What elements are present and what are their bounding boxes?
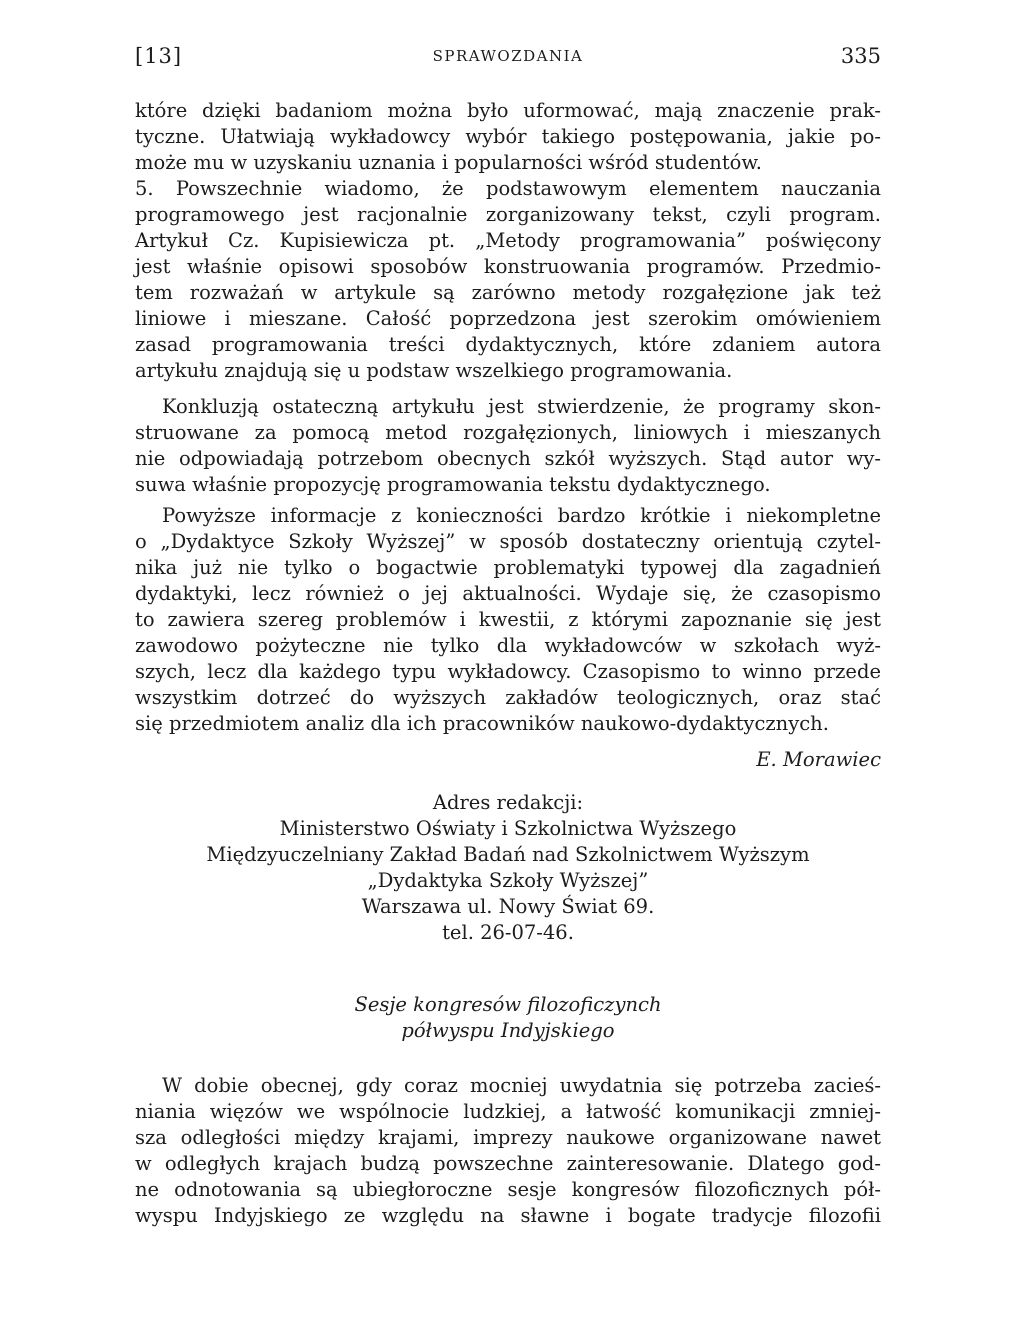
text-line: sza odległości między krajami, imprezy naukowe organizowane nawet xyxy=(135,1126,881,1149)
text-line: W dobie obecnej, gdy coraz mocniej uwydatnia się potrzeba zacieś- xyxy=(162,1074,881,1097)
section-title-line: półwyspu Indyjskiego xyxy=(401,1019,615,1042)
text-line: szych, lecz dla każdego typu wykładowcy. Czasopismo to winno przede xyxy=(135,660,881,683)
address-line: „Dydaktyka Szkoły Wyższej” xyxy=(367,869,649,892)
text-line: może mu w uzyskaniu uznania i popularności wśród studentów. xyxy=(135,151,762,174)
text-line: liniowe i mieszane. Całość poprzedzona jest szerokim omówieniem xyxy=(135,307,881,330)
paragraph-3 xyxy=(135,394,881,498)
text-line: wyspu Indyjskiego ze względu na sławne i bogate tradycje filozofii xyxy=(135,1204,881,1227)
editorial-address xyxy=(135,790,881,946)
text-line: suwa właśnie propozycję programowania tekstu dydaktycznego. xyxy=(135,473,771,496)
text-line: nika już nie tylko o bogactwie problematyki typowej dla zagadnień xyxy=(135,556,881,579)
text-line: zawodowo pożyteczne nie tylko dla wykładowców w szkołach wyż- xyxy=(135,634,881,657)
address-line: tel. 26-07-46. xyxy=(442,921,574,944)
paragraph-5 xyxy=(135,1073,881,1229)
text-line: wszystkim dotrzeć do wyższych zakładów teologicznych, oraz stać xyxy=(135,686,881,709)
text-line: to zawiera szereg problemów i kwestii, z którymi zapoznanie się jest xyxy=(135,608,881,631)
text-line: jest właśnie opisowi sposobów konstruowania programów. Przedmio- xyxy=(135,255,881,278)
page-header xyxy=(135,44,881,74)
paragraph-1 xyxy=(135,98,881,176)
text-line: zasad programowania treści dydaktycznych, które zdaniem autora xyxy=(135,333,881,356)
page-marker: [13] xyxy=(135,44,183,68)
text-line: struowane za pomocą metod rozgałęzionych, liniowych i mieszanych xyxy=(135,421,881,444)
signature-block xyxy=(135,747,881,773)
page-number: 335 xyxy=(840,44,881,68)
author-signature: E. Morawiec xyxy=(756,748,881,771)
text-line: tyczne. Ułatwiają wykładowcy wybór takiego postępowania, jakie po- xyxy=(135,125,881,148)
text-line: ne odnotowania są ubiegłoroczne sesje kongresów filozoficznych pół- xyxy=(135,1178,881,1201)
text-line: nie odpowiadają potrzebom obecnych szkół wyższych. Stąd autor wy- xyxy=(135,447,881,470)
text-line: się przedmiotem analiz dla ich pracowników naukowo-dydaktycznych. xyxy=(135,712,829,735)
text-line: w odległych krajach budzą powszechne zainteresowanie. Dlatego god- xyxy=(135,1152,881,1175)
text-line: programowego jest racjonalnie zorganizowany tekst, czyli program. xyxy=(135,203,881,226)
text-line: dydaktyki, lecz również o jej aktualności. Wydaje się, że czasopismo xyxy=(135,582,881,605)
section-title-line: Sesje kongresów filozoficzynch xyxy=(354,993,662,1016)
address-line: Ministerstwo Oświaty i Szkolnictwa Wyższego xyxy=(279,817,737,840)
text-line: tem rozważań w artykule są zarówno metody rozgałęzione jak też xyxy=(135,281,881,304)
text-line: które dzięki badaniom można było uformować, mają znaczenie prak- xyxy=(135,99,881,122)
text-line: o „Dydaktyce Szkoły Wyższej” w sposób dostateczny orientują czytel- xyxy=(135,530,881,553)
text-line: 5. Powszechnie wiadomo, że podstawowym elementem nauczania xyxy=(135,177,881,200)
paragraph-2 xyxy=(135,176,881,384)
address-line: Międzyuczelniany Zakład Badań nad Szkolnictwem Wyższym xyxy=(206,843,810,866)
section-heading xyxy=(135,992,881,1044)
text-line: Artykuł Cz. Kupisiewicza pt. „Metody programowania” poświęcony xyxy=(135,229,881,252)
text-line: Konkluzją ostateczną artykułu jest stwierdzenie, że programy skon- xyxy=(162,395,881,418)
address-line: Warszawa ul. Nowy Świat 69. xyxy=(361,895,655,918)
paragraph-4 xyxy=(135,503,881,737)
text-line: artykułu znajdują się u podstaw wszelkiego programowania. xyxy=(135,359,733,382)
address-heading: Adres redakcji: xyxy=(432,791,584,814)
running-section-title: SPRAWOZDANIA xyxy=(432,47,584,65)
text-line: niania więzów we wspólnocie ludzkiej, a łatwość komunikacji zmniej- xyxy=(135,1100,881,1123)
text-line: Powyższe informacje z konieczności bardzo krótkie i niekompletne xyxy=(162,504,881,527)
